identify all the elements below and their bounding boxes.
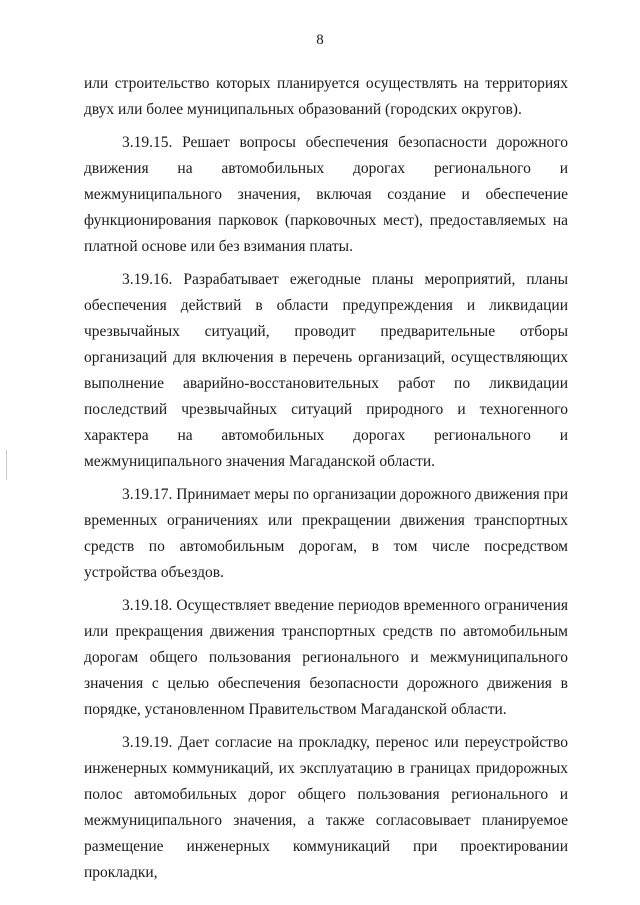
scan-margin-mark [6,450,7,480]
paragraph-3-19-16: 3.19.16. Разрабатывает ежегодные планы мероприятий, планы обеспечения действий в области предупреждения и ликвидации чрезвычайных ситуаций, проводит предварительные отборы организаций для включения в перечень организаций, осуществляющих выполнение аварийно-восстановительных работ по ликвидации последствий чрезвычайных ситуаций природного и техногенного характера на автомобильных дорогах регионального и межмуниципального значения Магаданской области. [84,271,568,470]
document-body [84,71,568,893]
paragraph-3-19-19: 3.19.19. Дает согласие на прокладку, перенос или переустройство инженерных коммуникаций, их эксплуатацию в границах придорожных полос автомобильных дорог общего пользования регионального и межмуниципального значения, а также согласовывает планируемое размещение инженерных коммуникаций при проектировании прокладки, [84,734,568,881]
paragraph-3-19-17: 3.19.17. Принимает меры по организации дорожного движения при временных ограничениях или прекращении движения транспортных средств по автомобильным дорогам, в том числе посредством устройства объездов. [84,486,568,581]
paragraph-3-19-15: 3.19.15. Решает вопросы обеспечения безопасности дорожного движения на автомобильных дорогах регионального и межмуниципального значения, включая создание и обеспечение функционирования парковок (парковочных мест), предоставляемых на платной основе или без взимания платы. [84,134,568,255]
page-number: 8 [316,32,324,48]
paragraph-continuation: или строительство которых планируется осуществлять на территориях двух или более муниципальных образований (городских округов). [84,75,568,118]
paragraph-3-19-18: 3.19.18. Осуществляет введение периодов временного ограничения или прекращения движения транспортных средств по автомобильным дорогам общего пользования регионального и межмуниципального значения с целью обеспечения безопасности дорожного движения в порядке, установленном Правительством Магаданской области. [84,597,568,718]
